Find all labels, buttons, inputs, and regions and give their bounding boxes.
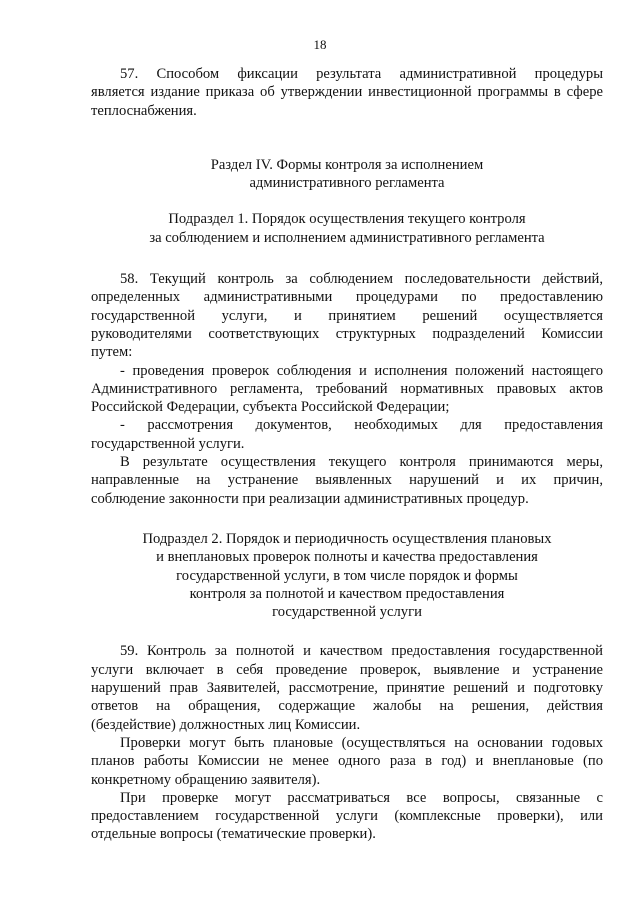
paragraph-58-result [91,453,603,508]
text-line: является издание приказа об утверждении инвестиционной программы в сфере [91,84,603,101]
paragraph-58 [91,270,603,361]
text-line: - проведения проверок соблюдения и исполнения положений настоящего [120,362,603,379]
text-line: путем: [91,344,133,361]
section-title [91,156,603,193]
text-line: В результате осуществления текущего контроля принимаются меры, [120,454,603,471]
text-line: (бездействие) должностных лиц Комиссии. [91,716,361,733]
paragraph-59-checks [91,734,603,789]
paragraph-57 [91,65,603,120]
document-body [91,65,603,844]
paragraph-58-item-1 [91,362,603,417]
text-line: услуги включает в себя проведение проверок, выявление и устранение [91,661,603,678]
text-line: - рассмотрения документов, необходимых для предоставления [120,417,603,434]
subsection-title-line: контроля за полнотой и качеством предоставления [189,585,505,602]
text-line: отдельные вопросы (тематические проверки). [91,826,376,843]
subsection-title-line: за соблюдением и исполнением административного регламента [149,229,545,246]
text-line: государственной услуги, и принятием решений осуществляется [91,307,603,324]
text-line: При проверке могут рассматриваться все вопросы, связанные с [120,789,603,806]
text-line: 59. Контроль за полнотой и качеством предоставления государственной [120,643,603,660]
text-line: планов работы Комиссии не менее одного раза в год) и внеплановые (по [91,753,603,770]
text-line: 58. Текущий контроль за соблюдением последовательности действий, [120,271,603,288]
text-line: государственной услуги. [91,435,245,452]
paragraph-59-questions [91,789,603,844]
text-line: определенных административными процедурами по предоставлению [91,289,603,306]
subsection-1-title [91,210,603,247]
text-line: Проверки могут быть плановые (осуществляться на основании годовых [120,734,603,751]
text-line: 57. Способом фиксации результата административной процедуры [120,66,603,82]
paragraph-59 [91,642,603,733]
subsection-title-line: государственной услуги [272,604,422,621]
text-line: предоставлением государственной услуги (комплексные проверки), или [91,808,603,825]
text-line: руководителями соответствующих структурных подразделений Комиссии [91,325,603,342]
text-line: соблюдение законности при реализации административных процедур. [91,490,529,507]
text-line: Административного регламента, требований нормативных правовых актов [91,380,603,397]
section-title-line: Раздел IV. Формы контроля за исполнением [210,156,484,173]
text-line: нарушений прав Заявителей, рассмотрение, принятие решений и подготовку [91,680,603,697]
text-line: ответов на обращения, содержащие жалобы на решения, действия [91,698,603,715]
text-line: направленные на устранение выявленных нарушений и их причин, [91,472,603,489]
section-title-line: административного регламента [249,175,445,192]
page-number: 18 [313,37,327,52]
paragraph-58-item-2 [91,416,603,453]
text-line: Российской Федерации, субъекта Российской Федерации; [91,399,450,416]
subsection-title-line: и внеплановых проверок полноты и качества предоставления [156,549,538,566]
subsection-title-line: Подраздел 1. Порядок осуществления текущего контроля [168,211,526,228]
subsection-2-title [91,530,603,621]
text-line: теплоснабжения. [91,102,197,119]
subsection-title-line: государственной услуги, в том числе порядок и формы [176,567,518,584]
text-line: конкретному обращению заявителя). [91,771,321,788]
subsection-title-line: Подраздел 2. Порядок и периодичность осуществления плановых [142,530,552,547]
